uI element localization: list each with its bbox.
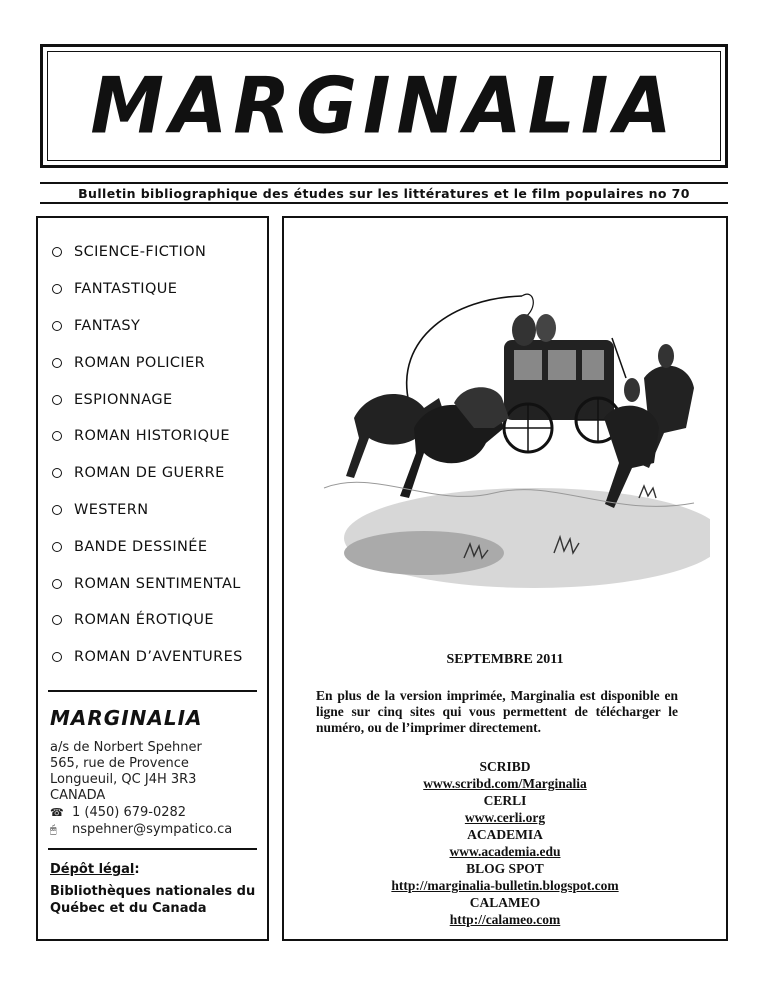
site-name: CERLI xyxy=(483,793,527,808)
genre-label: SCIENCE-FICTION xyxy=(74,244,207,261)
circle-bullet-icon xyxy=(52,431,62,441)
site-url[interactable]: http://calameo.com xyxy=(449,912,561,927)
site-url[interactable]: www.cerli.org xyxy=(464,810,546,825)
issue-date: SEPTEMBRE 2011 xyxy=(446,652,564,667)
masthead-title: MARGINALIA xyxy=(90,60,678,152)
genre-item xyxy=(52,565,243,602)
subtitle-text: Bulletin bibliographique des études sur les littératures et le film populaires no 70 xyxy=(78,185,690,201)
masthead xyxy=(40,44,728,168)
stagecoach-illustration xyxy=(314,278,710,638)
genre-label: ROMAN HISTORIQUE xyxy=(74,428,230,445)
contact-block xyxy=(50,706,259,838)
divider xyxy=(48,848,257,850)
circle-bullet-icon xyxy=(52,542,62,552)
genre-item xyxy=(52,381,243,418)
email-address: nspehner@sympatico.ca xyxy=(72,822,233,837)
site-name: CALAMEO xyxy=(469,895,541,910)
city-address: Longueuil, QC J4H 3R3 xyxy=(50,772,197,787)
depot-colon: : xyxy=(134,862,140,877)
site-url[interactable]: www.academia.edu xyxy=(449,844,561,859)
circle-bullet-icon xyxy=(52,615,62,625)
divider xyxy=(48,690,257,692)
genre-list xyxy=(52,234,243,676)
site-name: SCRIBD xyxy=(479,759,531,774)
street-address: 565, rue de Provence xyxy=(50,756,189,771)
circle-bullet-icon xyxy=(52,652,62,662)
circle-bullet-icon xyxy=(52,395,62,405)
genre-item xyxy=(52,344,243,381)
genre-label: FANTASTIQUE xyxy=(74,281,178,298)
phone-icon: ☎ xyxy=(50,806,64,819)
online-sites xyxy=(284,758,726,928)
genre-label: ESPIONNAGE xyxy=(74,391,173,408)
phone-row xyxy=(50,804,259,821)
genre-item xyxy=(52,602,243,639)
depot-block xyxy=(50,858,259,917)
genre-item xyxy=(52,271,243,308)
depot-label: Dépôt légal xyxy=(50,862,135,877)
circle-bullet-icon xyxy=(52,247,62,257)
genre-label: ROMAN D’AVENTURES xyxy=(74,649,243,666)
genre-item xyxy=(52,492,243,529)
site-url[interactable]: http://marginalia-bulletin.blogspot.com xyxy=(391,878,619,893)
genre-label: BANDE DESSINÉE xyxy=(74,538,208,555)
genre-label: ROMAN SENTIMENTAL xyxy=(74,575,241,592)
issue-paragraph: En plus de la version imprimée, Marginalia est disponible en ligne sur cinq sites qui vous permettent de télécharger le numéro, ou de l’imprimer directement. xyxy=(316,688,678,735)
circle-bullet-icon xyxy=(52,358,62,368)
genre-label: WESTERN xyxy=(74,501,149,518)
masthead-frame xyxy=(47,51,721,161)
circle-bullet-icon xyxy=(52,468,62,478)
care-of: a/s de Norbert Spehner xyxy=(50,740,202,755)
genre-label: ROMAN DE GUERRE xyxy=(74,465,225,482)
contact-brand: MARGINALIA xyxy=(50,706,203,730)
genre-label: ROMAN POLICIER xyxy=(74,354,206,371)
genre-item xyxy=(52,455,243,492)
subtitle-bar xyxy=(40,182,728,204)
mouse-icon: 🖱 xyxy=(50,823,57,836)
genre-item xyxy=(52,639,243,676)
country: CANADA xyxy=(50,788,106,803)
circle-bullet-icon xyxy=(52,579,62,589)
genre-item xyxy=(52,418,243,455)
left-column xyxy=(36,216,269,941)
site-url[interactable]: www.scribd.com/Marginalia xyxy=(423,776,587,791)
genre-label: FANTASY xyxy=(74,317,141,334)
genre-item xyxy=(52,234,243,271)
circle-bullet-icon xyxy=(52,321,62,331)
phone-number: 1 (450) 679-0282 xyxy=(72,805,187,820)
depot-text: Bibliothèques nationales du Québec et du Canada xyxy=(50,884,256,916)
genre-item xyxy=(52,528,243,565)
email-row xyxy=(50,821,259,838)
right-column xyxy=(282,216,728,941)
circle-bullet-icon xyxy=(52,505,62,515)
site-name: ACADEMIA xyxy=(467,827,543,842)
genre-item xyxy=(52,308,243,345)
circle-bullet-icon xyxy=(52,284,62,294)
genre-label: ROMAN ÉROTIQUE xyxy=(74,612,214,629)
site-name: BLOG SPOT xyxy=(466,861,544,876)
